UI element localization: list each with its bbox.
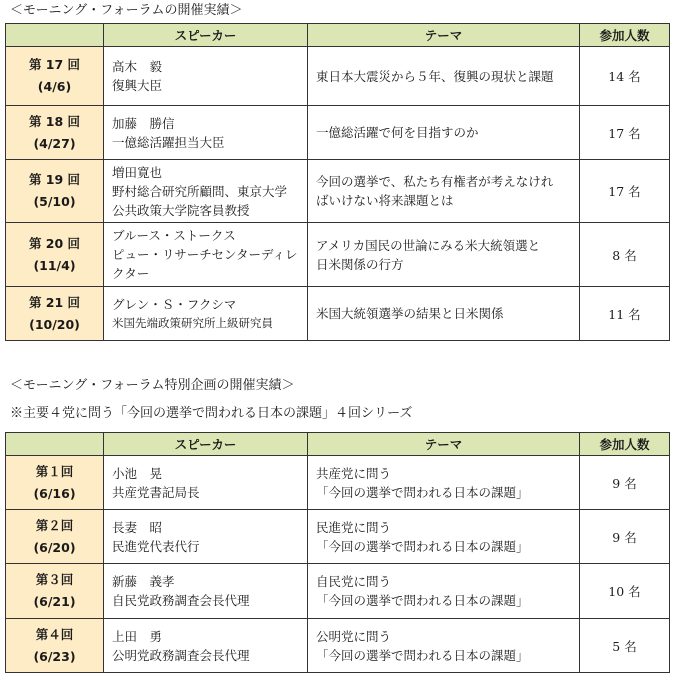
session-cell [6,160,104,223]
speaker-cell [104,456,308,510]
header-speaker: スピーカー [104,433,308,456]
table-row [6,619,670,673]
table-row [6,456,670,510]
theme-cell [308,456,580,510]
count-cell: 10 名 [580,564,670,619]
theme-text: 「今回の選挙で問われる日本の課題」 [316,484,529,500]
speaker-title: 自民党政務調査会長代理 [112,593,250,608]
session-cell [6,287,104,341]
header-theme: テーマ [308,24,580,47]
speaker-name: 新藤 義孝 [112,574,175,589]
session-cell [6,456,104,510]
theme-cell [308,510,580,564]
theme-text: 民進党に問う [316,519,392,535]
speaker-title: 公明党政務調査会長代理 [112,647,250,663]
theme-text: 共産党に問う [316,465,392,481]
speaker-title: クター [112,266,150,281]
table-row [6,223,670,287]
speaker-cell [104,47,308,106]
session-number: 第 17 回 [28,57,81,72]
session-number: 第１回 [35,463,74,479]
theme-text: アメリカ国民の世論にみる米大統領選と [316,237,541,253]
session-number: 第 20 回 [28,235,81,251]
session-cell [6,223,104,287]
table-row [6,160,670,223]
table-header-row [6,433,670,456]
theme-text: ばいけない将来課題とは [316,193,454,208]
session-number: 第４回 [35,626,74,642]
table-header-row [6,24,670,47]
session-number: 第 21 回 [28,294,81,310]
session-cell [6,47,104,106]
theme-text: 日米関係の行方 [316,256,404,272]
theme-text: 自民党に問う [316,574,392,589]
header-no [6,433,104,456]
speaker-cell [104,223,308,287]
theme-cell [308,160,580,223]
speaker-cell [104,160,308,223]
speaker-name: 上田 勇 [112,628,163,644]
count-cell: 17 名 [580,106,670,160]
speaker-title: 民進党代表代行 [112,538,200,554]
session-date: (4/27) [33,135,76,151]
count-cell: 9 名 [580,456,670,510]
theme-text: 東日本大震災から５年、復興の現状と課題 [316,68,554,84]
theme-cell [308,47,580,106]
count-cell: 8 名 [580,223,670,287]
theme-text: 今回の選挙で、私たち有権者が考えなけれ [316,174,554,189]
forum-results-table [5,23,670,341]
speaker-title: 一億総活躍担当大臣 [112,134,225,150]
speaker-title: ピュー・リサーチセンターディレ [112,247,298,262]
theme-cell [308,106,580,160]
session-number: 第２回 [35,517,74,533]
table-row [6,47,670,106]
session-date: (6/23) [33,648,76,664]
theme-cell [308,223,580,287]
speaker-name: 加藤 勝信 [112,115,175,131]
table-row [6,287,670,341]
theme-cell [308,619,580,673]
session-cell [6,510,104,564]
session-cell [6,564,104,619]
session-number: 第 19 回 [28,172,81,187]
speaker-cell [104,106,308,160]
section2-title: ＜モーニング・フォーラム特別企画の開催実績＞ [10,378,295,393]
theme-text: 一億総活躍で何を目指すのか [316,125,479,140]
speaker-name: 小池 晃 [112,465,163,481]
header-count: 参加人数 [580,433,670,456]
theme-text: 「今回の選挙で問われる日本の課題」 [316,593,529,608]
theme-text: 「今回の選挙で問われる日本の課題」 [316,538,529,554]
speaker-title: 復興大臣 [112,78,163,93]
session-date: (6/21) [33,594,76,609]
session-cell [6,619,104,673]
header-count: 参加人数 [580,24,670,47]
speaker-cell [104,510,308,564]
session-date: (4/6) [37,79,72,94]
speaker-cell [104,287,308,341]
header-speaker: スピーカー [104,24,308,47]
speaker-title: 野村総合研究所顧問、東京大学 [112,183,288,199]
session-date: (5/10) [33,194,76,209]
speaker-name: ブルース・ストークス [112,228,236,243]
header-no [6,24,104,47]
speaker-name: 高木 毅 [112,59,163,74]
speaker-name: グレン・Ｓ・フクシマ [112,296,237,312]
count-cell: 17 名 [580,160,670,223]
session-number: 第 18 回 [28,113,81,129]
theme-cell [308,564,580,619]
count-cell: 14 名 [580,47,670,106]
header-theme: テーマ [308,433,580,456]
speaker-cell [104,564,308,619]
theme-cell [308,287,580,341]
count-cell: 5 名 [580,619,670,673]
count-cell: 9 名 [580,510,670,564]
session-date: (6/16) [33,485,76,501]
table-row [6,510,670,564]
special-forum-table [5,432,670,673]
speaker-name: 増田寛也 [112,164,163,180]
theme-text: 「今回の選挙で問われる日本の課題」 [316,647,529,663]
speaker-name: 長妻 昭 [112,519,163,535]
section1-title: ＜モーニング・フォーラムの開催実績＞ [10,3,243,18]
speaker-title: 共産党書記局長 [112,484,200,500]
speaker-title: 公共政策大学院客員教授 [112,202,250,218]
section2-subtitle: ※主要４党に問う「今回の選挙で問われる日本の課題」４回シリーズ [10,406,413,421]
speaker-cell [104,619,308,673]
session-date: (11/4) [33,257,76,273]
table-row [6,564,670,619]
session-cell [6,106,104,160]
theme-text: 米国大統領選挙の結果と日米関係 [316,306,504,321]
session-number: 第３回 [35,572,74,587]
table-row [6,106,670,160]
session-date: (6/20) [33,539,76,555]
session-date: (10/20) [29,316,80,332]
speaker-title: 米国先端政策研究所上級研究員 [112,315,273,330]
theme-text: 公明党に問う [316,628,392,644]
count-cell: 11 名 [580,287,670,341]
